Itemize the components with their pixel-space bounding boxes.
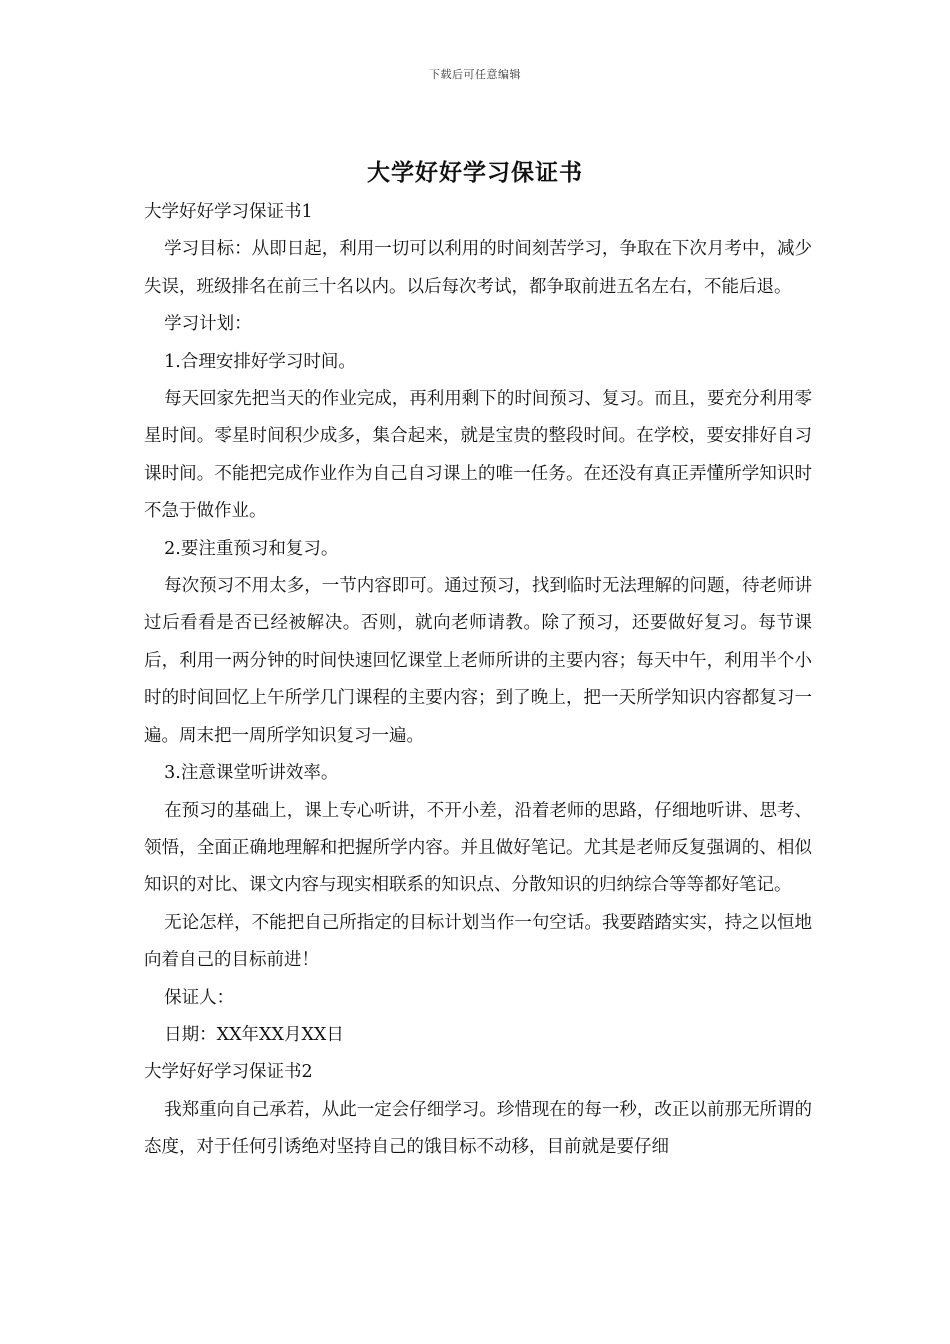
- plan-item-1-body: 每天回家先把当天的作业完成，再利用剩下的时间预习、复习。而且，要充分利用零星时间。零星时间积少成多，集合起来，就是宝贵的整段时间。在学校，要安排好自习课时间。不能把完成作业作为自己自习课上的唯一任务。在还没有真正弄懂所学知识时不急于做作业。: [144, 389, 812, 522]
- date-line: 日期：XX年XX月XX日: [164, 1024, 344, 1045]
- plan-item-3-heading: 3.注意课堂听讲效率。: [164, 763, 339, 784]
- paragraph-conclusion: 无论怎样，不能把自己所指定的目标计划当作一句空话。我要踏踏实实，持之以恒地向着自己的目标前进！: [144, 912, 812, 971]
- paragraph-pledge: 我郑重向自己承若，从此一定会仔细学习。珍惜现在的每一秒，改正以前那无所谓的态度，对于任何引诱绝对坚持自己的饿目标不动移，目前就是要仔细: [144, 1099, 812, 1158]
- section-heading-2: 大学好好学习保证书2: [144, 1062, 313, 1083]
- plan-item-2-body: 每次预习不用太多，一节内容即可。通过预习，找到临时无法理解的问题，待老师讲过后看看是否已经被解决。否则，就向老师请教。除了预习，还要做好复习。每节课后，利用一两分钟的时间快速回忆课堂上老师所讲的主要内容；每天中午，利用半个小时的时间回忆上午所学几门课程的主要内容；到了晚上，把一天所学知识内容都复习一遍。周末把一周所学知识复习一遍。: [144, 576, 812, 746]
- document-title: 大学好好学习保证书: [367, 159, 583, 186]
- guarantor-line: 保证人：: [164, 987, 235, 1008]
- paragraph-plan-label: 学习计划：: [164, 314, 252, 335]
- paragraph-goal: 学习目标：从即日起，利用一切可以利用的时间刻苦学习，争取在下次月考中，减少失误，班级排名在前三十名以内。以后每次考试，都争取前进五名左右，不能后退。: [144, 239, 812, 297]
- header-note: 下载后可任意编辑: [429, 68, 521, 81]
- section-heading-1: 大学好好学习保证书1: [144, 202, 313, 222]
- plan-item-2-heading: 2.要注重预习和复习。: [164, 538, 339, 559]
- plan-item-3-body: 在预习的基础上，课上专心听讲，不开小差，沿着老师的思路，仔细地听讲、思考、领悟，全面正确地理解和把握所学内容。并且做好笔记。尤其是老师反复强调的、相似知识的对比、课文内容与现实相联系的知识点、分散知识的归纳综合等等都好笔记。: [144, 800, 812, 896]
- plan-item-1-heading: 1.合理安排好学习时间。: [164, 351, 356, 372]
- document-body: [144, 194, 812, 1167]
